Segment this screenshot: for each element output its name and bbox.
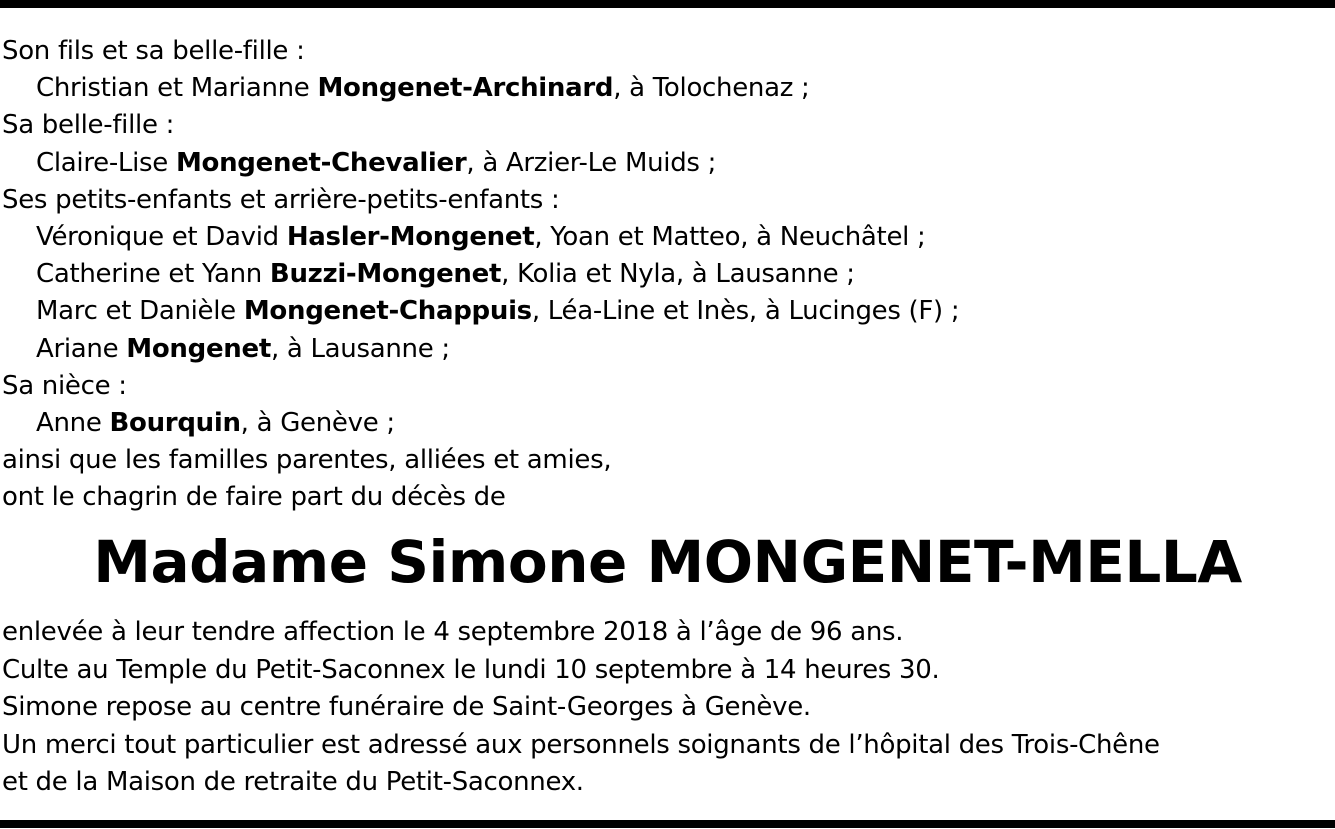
- grandchildren-line-2-after: , Kolia et Nyla, à Lausanne ;: [501, 259, 855, 290]
- detail-line-4: Un merci tout particulier est adressé aux personnels soignants de l’hôpital des Trois-Chêne: [2, 729, 1160, 760]
- grandchildren-line-1-after: , Yoan et Matteo, à Neuchâtel ;: [534, 222, 926, 253]
- daughter-in-law-heading: Sa belle-fille :: [2, 110, 175, 141]
- grandchildren-line-3-name: Mongenet-Chappuis: [243, 296, 532, 327]
- grandchildren-line-1-name: Hasler-Mongenet: [286, 222, 535, 253]
- son-line-name: Mongenet-Archinard: [317, 73, 614, 104]
- niece-line-name: Bourquin: [109, 408, 241, 439]
- grandchildren-heading: Ses petits-enfants et arrière-petits-enfants :: [2, 184, 560, 215]
- daughter-in-law-line: [2, 145, 1332, 182]
- son-line: [2, 70, 1332, 107]
- detail-line-1: enlevée à leur tendre affection le 4 septembre 2018 à l’âge de 96 ans.: [2, 617, 904, 647]
- niece-line-after: , à Genève ;: [240, 408, 395, 439]
- grandchildren-line-1-before: Véronique et David: [36, 222, 287, 253]
- closing-line-2: ont le chagrin de faire part du décès de: [2, 482, 506, 513]
- grandchildren-line-4-name: Mongenet: [126, 333, 271, 364]
- details: [2, 614, 1332, 802]
- daughter-in-law-line-after: , à Arzier-Le Muids ;: [466, 147, 717, 178]
- closing-line-1: ainsi que les familles parentes, alliées et amies,: [2, 445, 612, 476]
- grandchildren-line-2-before: Catherine et Yann: [36, 259, 270, 290]
- son-heading: Son fils et sa belle-fille :: [2, 36, 305, 66]
- grandchildren-line-4-before: Ariane: [36, 333, 127, 364]
- daughter-in-law-line-before: Claire-Lise: [36, 147, 176, 178]
- niece-heading: Sa nièce :: [2, 370, 127, 401]
- niece-line: [2, 405, 1332, 442]
- bottom-rule: [0, 820, 1335, 828]
- grandchildren-line-3-before: Marc et Danièle: [36, 296, 244, 327]
- niece-line-before: Anne: [36, 408, 110, 439]
- grandchildren-line-2-name: Buzzi-Mongenet: [269, 259, 502, 290]
- detail-line-5: et de la Maison de retraite du Petit-Saconnex.: [2, 767, 584, 797]
- grandchildren-line-2: [2, 256, 1332, 293]
- son-line-before: Christian et Marianne: [36, 73, 318, 104]
- grandchildren-line-4: [2, 331, 1332, 368]
- grandchildren-line-3: [2, 293, 1332, 330]
- grandchildren-line-4-after: , à Lausanne ;: [270, 333, 450, 364]
- family-list: [2, 33, 1332, 517]
- son-line-after: , à Tolochenaz ;: [613, 73, 810, 104]
- top-rule: [0, 0, 1335, 8]
- detail-line-2: Culte au Temple du Petit-Saconnex le lundi 10 septembre à 14 heures 30.: [2, 654, 940, 685]
- daughter-in-law-line-name: Mongenet-Chevalier: [175, 147, 467, 178]
- grandchildren-line-3-after: , Léa-Line et Inès, à Lucinges (F) ;: [531, 296, 960, 327]
- detail-line-3: Simone repose au centre funéraire de Saint-Georges à Genève.: [2, 692, 811, 722]
- deceased-name: Madame Simone MONGENET-MELLA: [93, 528, 1242, 596]
- grandchildren-line-1: [2, 219, 1332, 256]
